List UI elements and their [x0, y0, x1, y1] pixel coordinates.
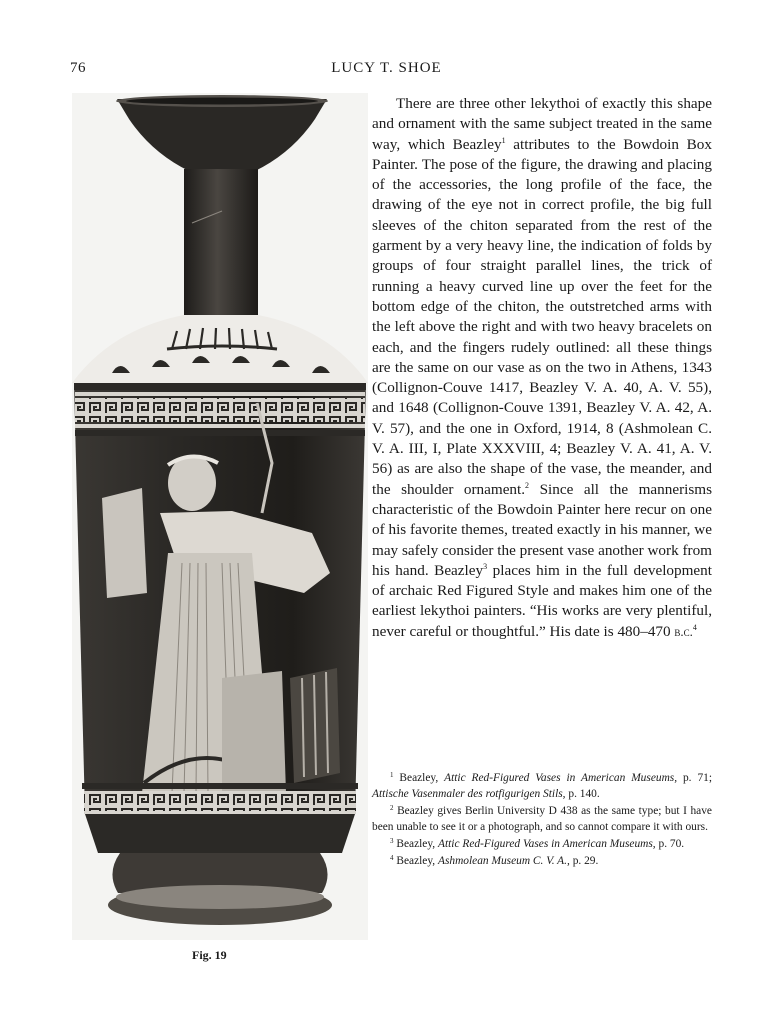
footnote-text: p. 70. — [655, 838, 685, 850]
running-head: LUCY T. SHOE — [331, 60, 442, 76]
footnote-text: p. 140. — [565, 788, 600, 800]
footnote-title: Attic Red-Figured Vases in American Museums, — [444, 772, 678, 784]
figure-caption: Fig. 19 — [192, 948, 227, 962]
body-sentence-1: There are three other lekythoi of exactly this shape and ornament with the same subject treated in the same way, which Beazley — [372, 95, 712, 153]
body-sentence-4: places him in the full development of archaic Red Figured Style and makes him one of the earliest lekythoi painters. “His works are very plentiful, never careful or thoughtful.” His date is 480–470 — [372, 561, 712, 640]
vase-photograph — [72, 93, 368, 940]
footnote-ref-2: 2 — [525, 480, 530, 490]
footnote-text: p. 29. — [569, 855, 599, 867]
footnote-ref-1: 1 — [501, 135, 506, 145]
footnote-title: Attische Vasenmaler des rotfigurigen Stils, — [372, 788, 566, 800]
footnote-ref-4: 4 — [692, 622, 697, 632]
body-paragraph — [372, 94, 712, 642]
bc-abbreviation: b.c. — [674, 623, 693, 639]
footnote-title: Ashmolean Museum C. V. A., — [438, 855, 570, 867]
footnote-text: Beazley, — [396, 855, 438, 867]
footnote-text: Beazley, — [399, 772, 445, 784]
footnote-1 — [372, 770, 712, 802]
footnote-text: Beazley gives Berlin University D 438 as the same type; but I have been unable to see it or a photograph, and so cannot compare it with ours. — [372, 805, 712, 833]
footnote-mark: 1 — [390, 771, 394, 779]
footnote-4 — [372, 853, 712, 869]
footnote-title: Attic Red-Figured Vases in American Museums, — [438, 838, 656, 850]
footnote-text: Beazley, — [396, 838, 438, 850]
body-sentence-3: Since all the mannerisms characteristic of the Bowdoin Painter here recur on one of his favorite themes, treated exactly in his manner, we may safely consider the present vase another work from his hand. Beazley — [372, 480, 712, 579]
footnotes — [372, 770, 712, 870]
footnote-2 — [372, 803, 712, 835]
lekythos-illustration — [72, 93, 368, 940]
footnote-mark: 4 — [390, 854, 394, 862]
body-sentence-2: attributes to the Bowdoin Box Painter. The pose of the figure, the drawing and placing of the accessories, the long profile of the face, the drawing of the eye not in correct profile, the big full sleeves of the chiton separated from the rest of the garment by a very heavy line, the indication of folds by groups of four straight parallel lines, the trick of running a heavy curved line up over the feet for the bottom edge of the chiton, the outstretched arms with the left above the right and with two heavy bracelets on each, and the fingers rudely outlined: all these things are the same on our vase as on the two in Athens, 1343 (Collignon-Couve 1417, Beazley V. A. 40, A. V. 55), and 1648 (Collignon-Couve 1391, Beazley V. A. 42, A. V. 57), and the one in Oxford, 1914, 8 (Ashmolean C. V. A. III, I, Plate XXXVIII, 4; Beazley V. A. 41, A. V. 56) as are also the shape of the vase, the meander, and the shoulder ornament. — [372, 135, 712, 498]
footnote-ref-3: 3 — [483, 561, 488, 571]
footnote-mark: 3 — [390, 837, 394, 845]
footnote-3 — [372, 836, 712, 852]
page-number: 76 — [70, 60, 86, 76]
footnote-text: p. 71; — [677, 772, 712, 784]
footnote-mark: 2 — [390, 804, 394, 812]
